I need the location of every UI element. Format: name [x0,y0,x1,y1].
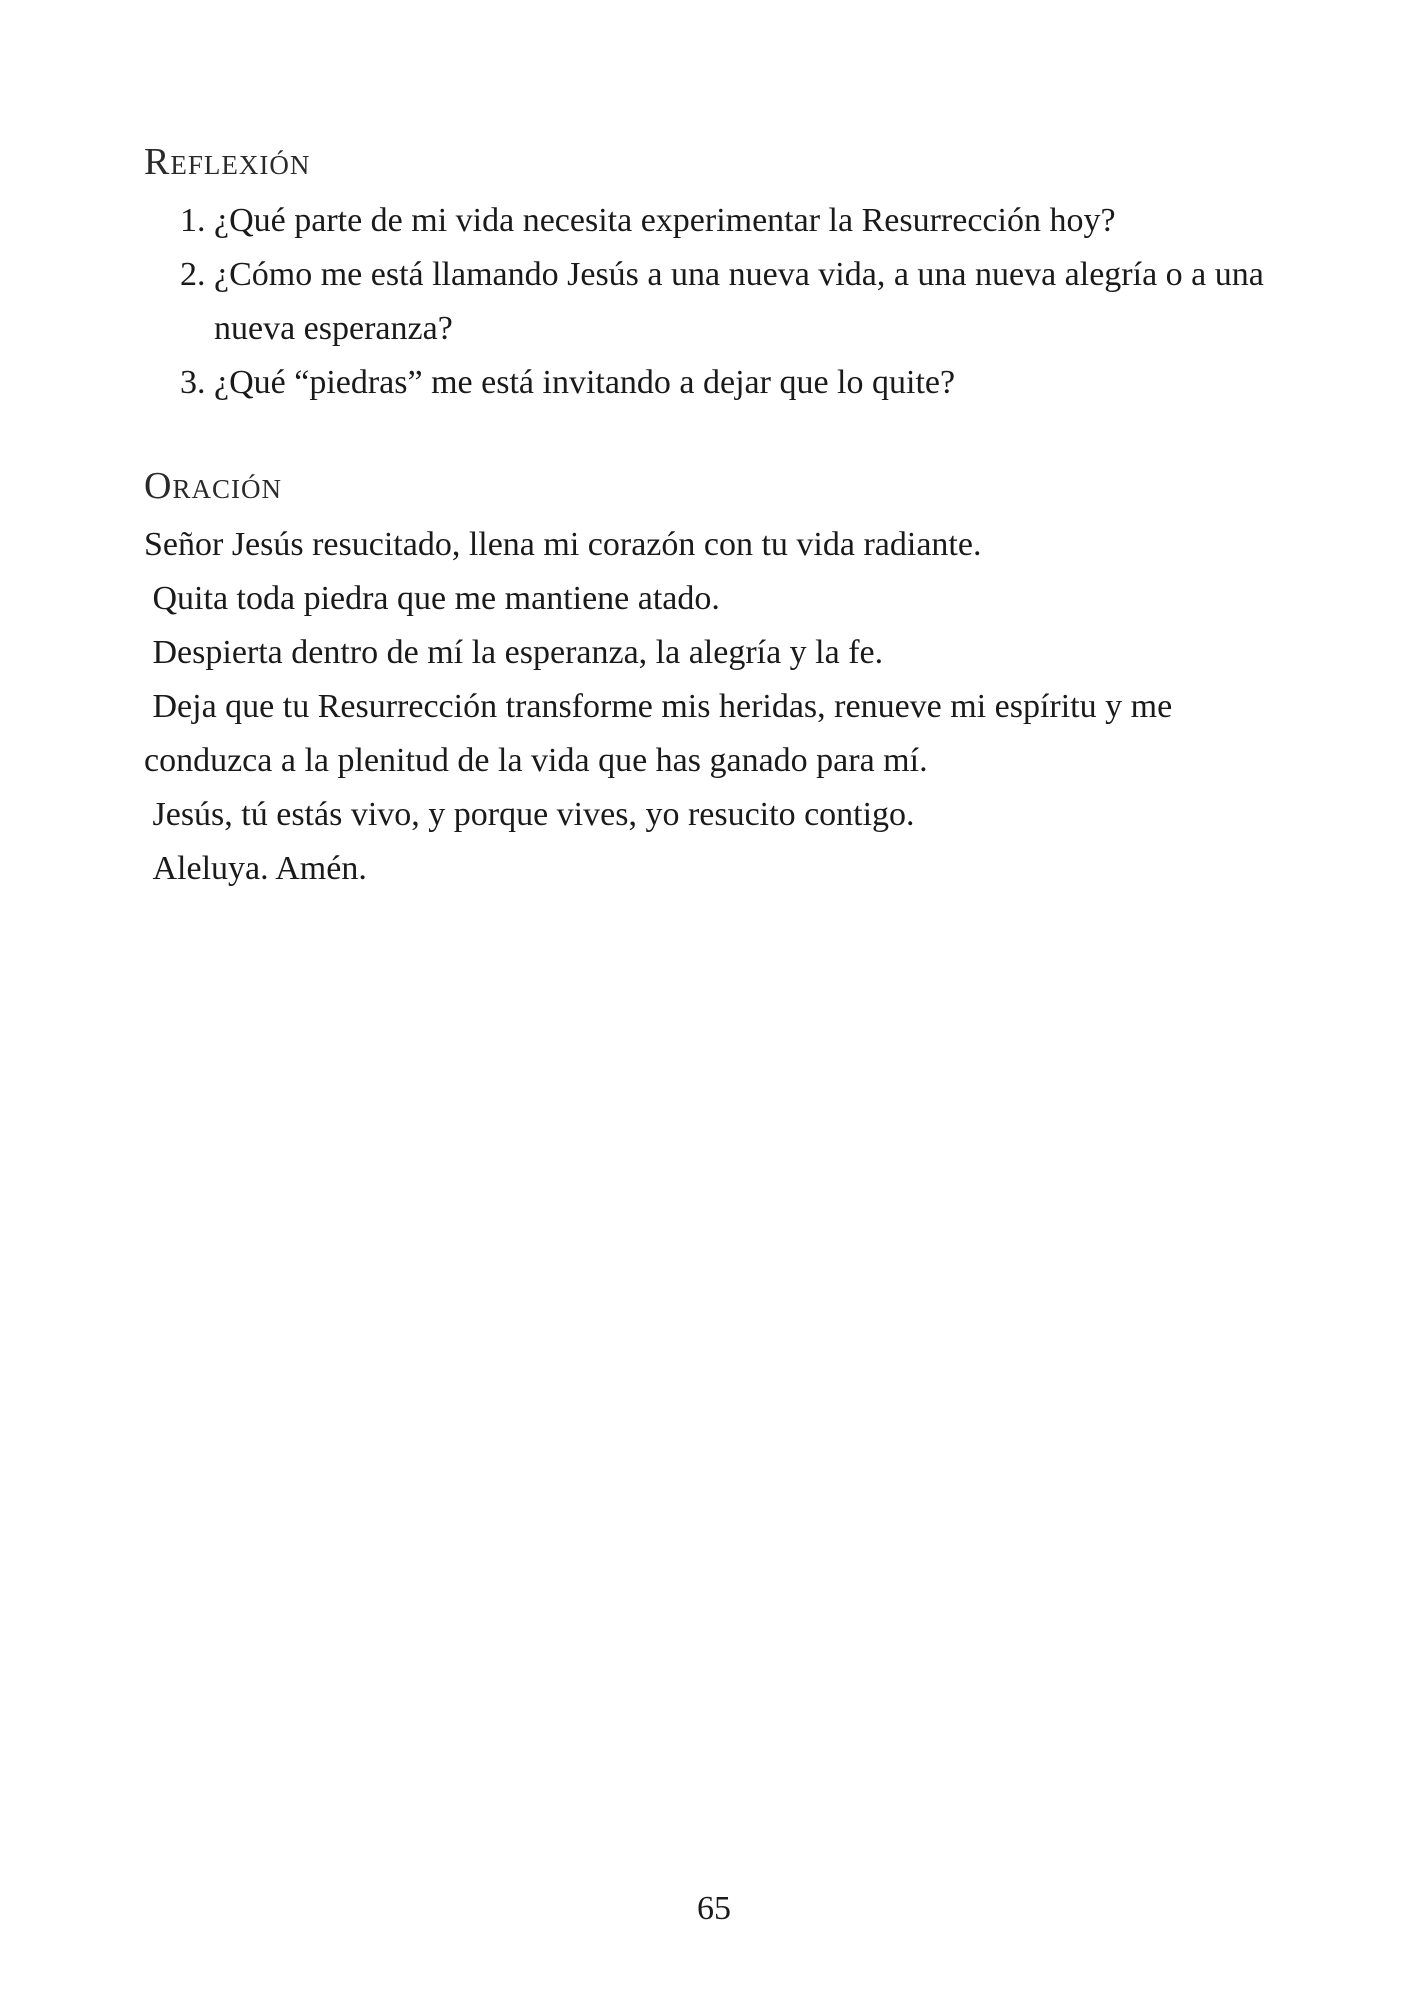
list-item-number: 1. [180,202,206,239]
list-item-number: 2. [180,256,206,293]
prayer-line: Jesús, tú estás vivo, y porque vives, yo resucito contigo. [144,796,915,833]
section-heading-reflexion: Reflexión [144,141,311,183]
prayer-line: Señor Jesús resucitado, llena mi corazón con tu vida radiante. [144,526,982,563]
list-item-text: ¿Qué parte de mi vida necesita experimentar la Resurrección hoy? [214,202,1116,239]
list-item-text: ¿Cómo me está llamando Jesús a una nueva vida, a una nueva alegría o a una nueva esperanza? [214,256,1264,347]
list-item [180,194,1310,248]
prayer-line: Quita toda piedra que me mantiene atado. [144,580,720,617]
list-item-number: 3. [180,364,206,401]
list-item [180,356,1310,410]
prayer-text [144,518,1294,896]
section-heading-oracion: Oración [144,465,282,507]
prayer-line: Despierta dentro de mí la esperanza, la alegría y la fe. [144,634,884,671]
prayer-line: Aleluya. Amén. [144,850,367,887]
prayer-line: Deja que tu Resurrección transforme mis heridas, renueve mi espíritu y me conduzca a la plenitud de la vida que has ganado para mí. [144,688,1181,779]
page-number: 65 [697,1890,731,1927]
reflection-question-list [180,194,1310,410]
list-item [180,248,1310,356]
list-item-text: ¿Qué “piedras” me está invitando a dejar que lo quite? [214,364,956,401]
